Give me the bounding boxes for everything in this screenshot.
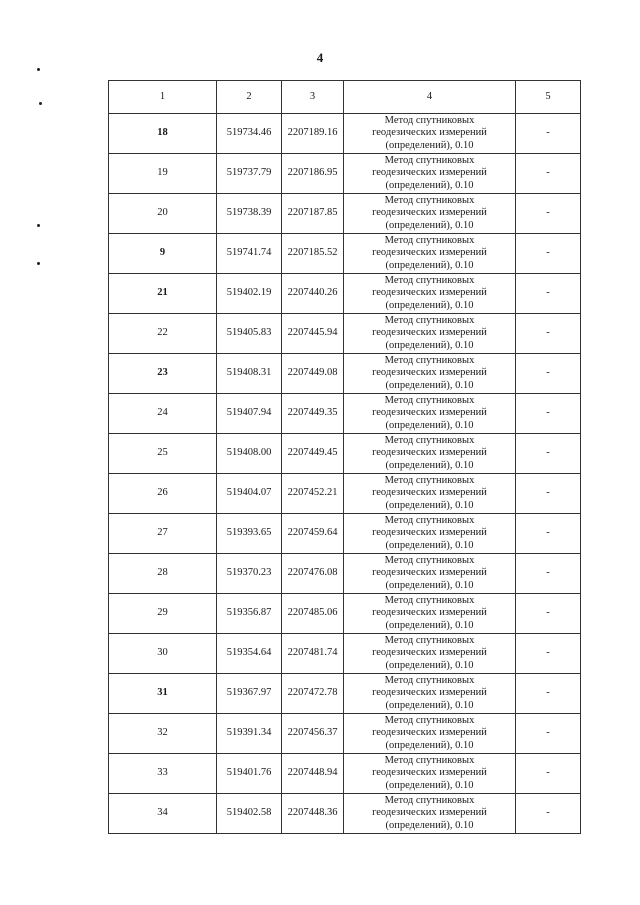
x-coordinate-cell: 519741.74	[217, 234, 282, 274]
scan-mark	[39, 102, 42, 105]
point-number-cell: 24	[109, 394, 217, 434]
method-line: (определений), 0.10	[385, 779, 474, 791]
method-line: Метод спутниковых	[384, 554, 475, 566]
table-row	[109, 754, 581, 794]
note-cell: -	[516, 754, 581, 794]
method-line: (определений), 0.10	[385, 259, 474, 271]
point-number-cell: 23	[109, 354, 217, 394]
x-coordinate-cell: 519354.64	[217, 634, 282, 674]
y-coordinate-cell: 2207448.94	[282, 754, 344, 794]
method-line: геодезических измерений	[372, 447, 487, 459]
method-cell	[344, 154, 516, 194]
method-cell	[344, 674, 516, 714]
table-row	[109, 554, 581, 594]
method-line: Метод спутниковых	[384, 594, 475, 606]
method-line: (определений), 0.10	[385, 419, 474, 431]
x-coordinate-cell: 519393.65	[217, 514, 282, 554]
note-cell: -	[516, 354, 581, 394]
method-line: Метод спутниковых	[384, 274, 475, 286]
method-line: геодезических измерений	[372, 287, 487, 299]
point-number-cell: 25	[109, 434, 217, 474]
point-number-cell: 22	[109, 314, 217, 354]
note-cell: -	[516, 114, 581, 154]
table-row	[109, 114, 581, 154]
method-line: (определений), 0.10	[385, 139, 474, 151]
header-col-2: 2	[217, 81, 282, 114]
x-coordinate-cell: 519402.58	[217, 794, 282, 834]
method-line: Метод спутниковых	[384, 474, 475, 486]
table-row	[109, 794, 581, 834]
y-coordinate-cell: 2207449.45	[282, 434, 344, 474]
method-line: геодезических измерений	[372, 247, 487, 259]
method-line: Метод спутниковых	[384, 434, 475, 446]
scan-mark	[37, 224, 40, 227]
note-cell: -	[516, 234, 581, 274]
method-cell	[344, 794, 516, 834]
x-coordinate-cell: 519408.31	[217, 354, 282, 394]
x-coordinate-cell: 519402.19	[217, 274, 282, 314]
method-line: (определений), 0.10	[385, 819, 474, 831]
header-col-1: 1	[109, 81, 217, 114]
y-coordinate-cell: 2207189.16	[282, 114, 344, 154]
table-row	[109, 434, 581, 474]
x-coordinate-cell: 519738.39	[217, 194, 282, 234]
method-line: Метод спутниковых	[384, 354, 475, 366]
table-row	[109, 394, 581, 434]
scan-mark	[37, 68, 40, 71]
y-coordinate-cell: 2207485.06	[282, 594, 344, 634]
point-number-cell: 27	[109, 514, 217, 554]
table-row	[109, 194, 581, 234]
method-line: Метод спутниковых	[384, 794, 475, 806]
point-number-cell: 29	[109, 594, 217, 634]
method-line: (определений), 0.10	[385, 179, 474, 191]
note-cell: -	[516, 394, 581, 434]
table-row	[109, 274, 581, 314]
x-coordinate-cell: 519737.79	[217, 154, 282, 194]
method-line: (определений), 0.10	[385, 539, 474, 551]
note-cell: -	[516, 674, 581, 714]
table-row	[109, 514, 581, 554]
note-cell: -	[516, 154, 581, 194]
point-number-cell: 20	[109, 194, 217, 234]
method-cell	[344, 554, 516, 594]
scan-mark	[37, 262, 40, 265]
y-coordinate-cell: 2207187.85	[282, 194, 344, 234]
point-number-cell: 31	[109, 674, 217, 714]
y-coordinate-cell: 2207452.21	[282, 474, 344, 514]
method-cell	[344, 314, 516, 354]
y-coordinate-cell: 2207456.37	[282, 714, 344, 754]
y-coordinate-cell: 2207448.36	[282, 794, 344, 834]
note-cell: -	[516, 514, 581, 554]
method-line: Метод спутниковых	[384, 394, 475, 406]
method-line: геодезических измерений	[372, 527, 487, 539]
method-line: геодезических измерений	[372, 127, 487, 139]
header-col-5: 5	[516, 81, 581, 114]
method-line: (определений), 0.10	[385, 619, 474, 631]
method-cell	[344, 194, 516, 234]
table-row	[109, 234, 581, 274]
method-line: Метод спутниковых	[384, 514, 475, 526]
point-number-cell: 28	[109, 554, 217, 594]
note-cell: -	[516, 794, 581, 834]
method-cell	[344, 474, 516, 514]
method-line: геодезических измерений	[372, 807, 487, 819]
method-line: геодезических измерений	[372, 687, 487, 699]
x-coordinate-cell: 519408.00	[217, 434, 282, 474]
header-col-3: 3	[282, 81, 344, 114]
method-line: геодезических измерений	[372, 727, 487, 739]
method-line: Метод спутниковых	[384, 634, 475, 646]
x-coordinate-cell: 519407.94	[217, 394, 282, 434]
x-coordinate-cell: 519404.07	[217, 474, 282, 514]
method-line: геодезических измерений	[372, 167, 487, 179]
method-line: Метод спутниковых	[384, 194, 475, 206]
method-line: геодезических измерений	[372, 487, 487, 499]
note-cell: -	[516, 474, 581, 514]
method-line: геодезических измерений	[372, 327, 487, 339]
method-cell	[344, 354, 516, 394]
method-line: (определений), 0.10	[385, 579, 474, 591]
note-cell: -	[516, 554, 581, 594]
point-number-cell: 18	[109, 114, 217, 154]
method-line: геодезических измерений	[372, 407, 487, 419]
header-col-4: 4	[344, 81, 516, 114]
method-cell	[344, 634, 516, 674]
table-body	[109, 81, 581, 834]
y-coordinate-cell: 2207472.78	[282, 674, 344, 714]
method-line: Метод спутниковых	[384, 714, 475, 726]
page-number: 4	[316, 50, 324, 65]
method-line: геодезических измерений	[372, 607, 487, 619]
point-number-cell: 9	[109, 234, 217, 274]
x-coordinate-cell: 519391.34	[217, 714, 282, 754]
note-cell: -	[516, 194, 581, 234]
note-cell: -	[516, 634, 581, 674]
method-line: (определений), 0.10	[385, 699, 474, 711]
method-line: геодезических измерений	[372, 647, 487, 659]
point-number-cell: 32	[109, 714, 217, 754]
table-row	[109, 634, 581, 674]
method-cell	[344, 514, 516, 554]
point-number-cell: 26	[109, 474, 217, 514]
method-cell	[344, 234, 516, 274]
point-number-cell: 33	[109, 754, 217, 794]
method-line: (определений), 0.10	[385, 459, 474, 471]
note-cell: -	[516, 714, 581, 754]
y-coordinate-cell: 2207459.64	[282, 514, 344, 554]
note-cell: -	[516, 594, 581, 634]
y-coordinate-cell: 2207440.26	[282, 274, 344, 314]
method-line: (определений), 0.10	[385, 739, 474, 751]
method-line: Метод спутниковых	[384, 754, 475, 766]
method-line: (определений), 0.10	[385, 299, 474, 311]
y-coordinate-cell: 2207185.52	[282, 234, 344, 274]
method-line: геодезических измерений	[372, 767, 487, 779]
y-coordinate-cell: 2207445.94	[282, 314, 344, 354]
y-coordinate-cell: 2207449.35	[282, 394, 344, 434]
method-cell	[344, 754, 516, 794]
table-row	[109, 474, 581, 514]
method-line: (определений), 0.10	[385, 499, 474, 511]
coordinates-table	[108, 80, 581, 834]
x-coordinate-cell: 519370.23	[217, 554, 282, 594]
table-header-row	[109, 81, 581, 114]
table-row	[109, 674, 581, 714]
note-cell: -	[516, 434, 581, 474]
point-number-cell: 19	[109, 154, 217, 194]
method-cell	[344, 114, 516, 154]
method-line: Метод спутниковых	[384, 314, 475, 326]
method-cell	[344, 274, 516, 314]
x-coordinate-cell: 519356.87	[217, 594, 282, 634]
table-row	[109, 354, 581, 394]
y-coordinate-cell: 2207481.74	[282, 634, 344, 674]
point-number-cell: 21	[109, 274, 217, 314]
method-line: Метод спутниковых	[384, 114, 475, 126]
table-row	[109, 154, 581, 194]
method-cell	[344, 394, 516, 434]
y-coordinate-cell: 2207449.08	[282, 354, 344, 394]
x-coordinate-cell: 519734.46	[217, 114, 282, 154]
method-line: геодезических измерений	[372, 367, 487, 379]
method-line: (определений), 0.10	[385, 339, 474, 351]
method-line: Метод спутниковых	[384, 154, 475, 166]
method-cell	[344, 714, 516, 754]
table-row	[109, 594, 581, 634]
method-cell	[344, 434, 516, 474]
method-line: (определений), 0.10	[385, 379, 474, 391]
method-line: Метод спутниковых	[384, 234, 475, 246]
x-coordinate-cell: 519405.83	[217, 314, 282, 354]
method-line: (определений), 0.10	[385, 219, 474, 231]
method-line: геодезических измерений	[372, 567, 487, 579]
point-number-cell: 30	[109, 634, 217, 674]
table-row	[109, 714, 581, 754]
method-line: Метод спутниковых	[384, 674, 475, 686]
point-number-cell: 34	[109, 794, 217, 834]
method-cell	[344, 594, 516, 634]
x-coordinate-cell: 519401.76	[217, 754, 282, 794]
table-row	[109, 314, 581, 354]
note-cell: -	[516, 274, 581, 314]
x-coordinate-cell: 519367.97	[217, 674, 282, 714]
y-coordinate-cell: 2207186.95	[282, 154, 344, 194]
method-line: (определений), 0.10	[385, 659, 474, 671]
note-cell: -	[516, 314, 581, 354]
y-coordinate-cell: 2207476.08	[282, 554, 344, 594]
method-line: геодезических измерений	[372, 207, 487, 219]
